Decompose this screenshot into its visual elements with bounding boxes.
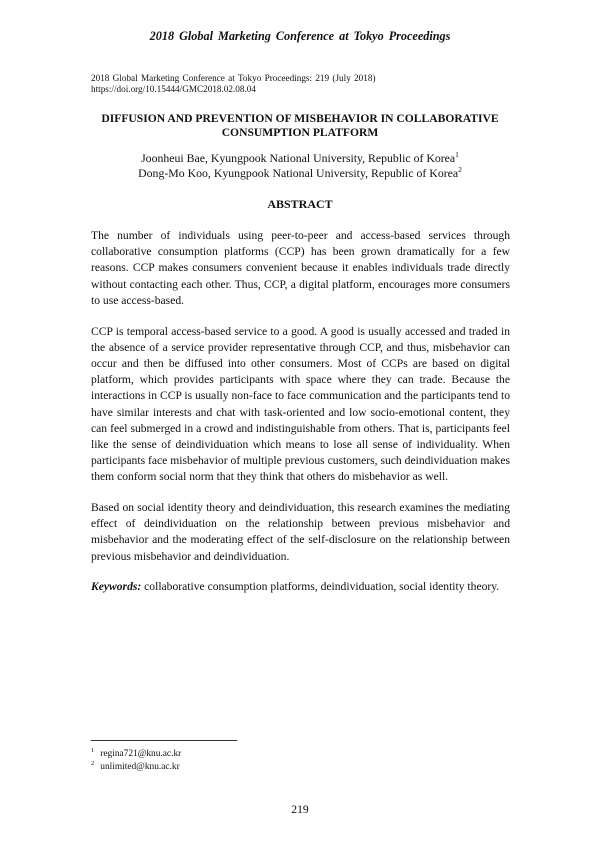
citation-block: [91, 73, 376, 96]
page-number: 219: [291, 803, 309, 816]
citation-line: 2018 Global Marketing Conference at Tokyo Proceedings: 219 (July 2018): [91, 73, 376, 83]
footnote-email[interactable]: unlimited@knu.ac.kr: [100, 762, 180, 772]
footnote-email[interactable]: regina721@knu.ac.kr: [100, 749, 182, 759]
keywords: [91, 579, 510, 595]
running-header: 2018 Global Marketing Conference at Tokyo Proceedings: [149, 29, 451, 43]
footnote-divider: [91, 740, 237, 741]
abstract-body: [91, 228, 510, 610]
author-footnote-mark[interactable]: 1: [455, 150, 459, 159]
footnote: [91, 761, 181, 774]
author-footnote-mark[interactable]: 2: [458, 165, 462, 174]
footnotes: [91, 748, 181, 774]
abstract-paragraph: Based on social identity theory and deindividuation, this research examines the mediating effect of deindividuation on the relationship between previous misbehavior and misbehavior and the moderating effect of the self-disclosure on the relationship between previous misbehavior and deindividuation.: [91, 501, 510, 563]
footnote-mark: 1: [91, 747, 95, 754]
abstract-paragraph: The number of individuals using peer-to-peer and access-based services through collaborative consumption platforms (CCP) has been grown dramatically for a few reasons. CCP makes consumers convenient because it enables individuals trade directly without contacting each other. Thus, CCP, a digital platform, encourages more consumers to use access-based.: [91, 229, 510, 307]
paper-title: DIFFUSION AND PREVENTION OF MISBEHAVIOR IN COLLABORATIVE CONSUMPTION PLATFORM: [101, 112, 499, 139]
footnote-mark: 2: [91, 760, 95, 767]
doi-link[interactable]: https://doi.org/10.15444/GMC2018.02.08.04: [91, 84, 256, 95]
author-line: [80, 166, 520, 181]
footnote: [91, 748, 181, 761]
author-name: Joonheui Bae, Kyungpook National University, Republic of Korea: [141, 151, 456, 165]
abstract-heading: ABSTRACT: [267, 197, 333, 211]
abstract-paragraph: CCP is temporal access-based service to a good. A good is usually accessed and traded in the absence of a service provider representative through CCP, and thus, misbehavior can occur and then be diffused into other consumers. Most of CCPs are based on digital platform, which provides participants with space where they can trade. Because the interactions in CCP is usually non-face to face communication and the participants tend to have similar interests and chat with task-oriented and low socio-emotional content, they can feel submerged in a crowd and indistinguishable from others. That is, participants feel like the sense of deindividuation which means to lose all sense of individuality. When participants face misbehavior of multiple previous customers, such deindividuation makes them conform social norm that they think that others do misbehavior as well.: [91, 324, 510, 484]
keywords-label: Keywords:: [91, 580, 142, 594]
keywords-text: collaborative consumption platforms, deindividuation, social identity theory.: [144, 580, 500, 594]
author-name: Dong-Mo Koo, Kyungpook National University, Republic of Korea: [138, 166, 459, 180]
author-line: [80, 151, 520, 166]
author-list: [80, 151, 520, 181]
